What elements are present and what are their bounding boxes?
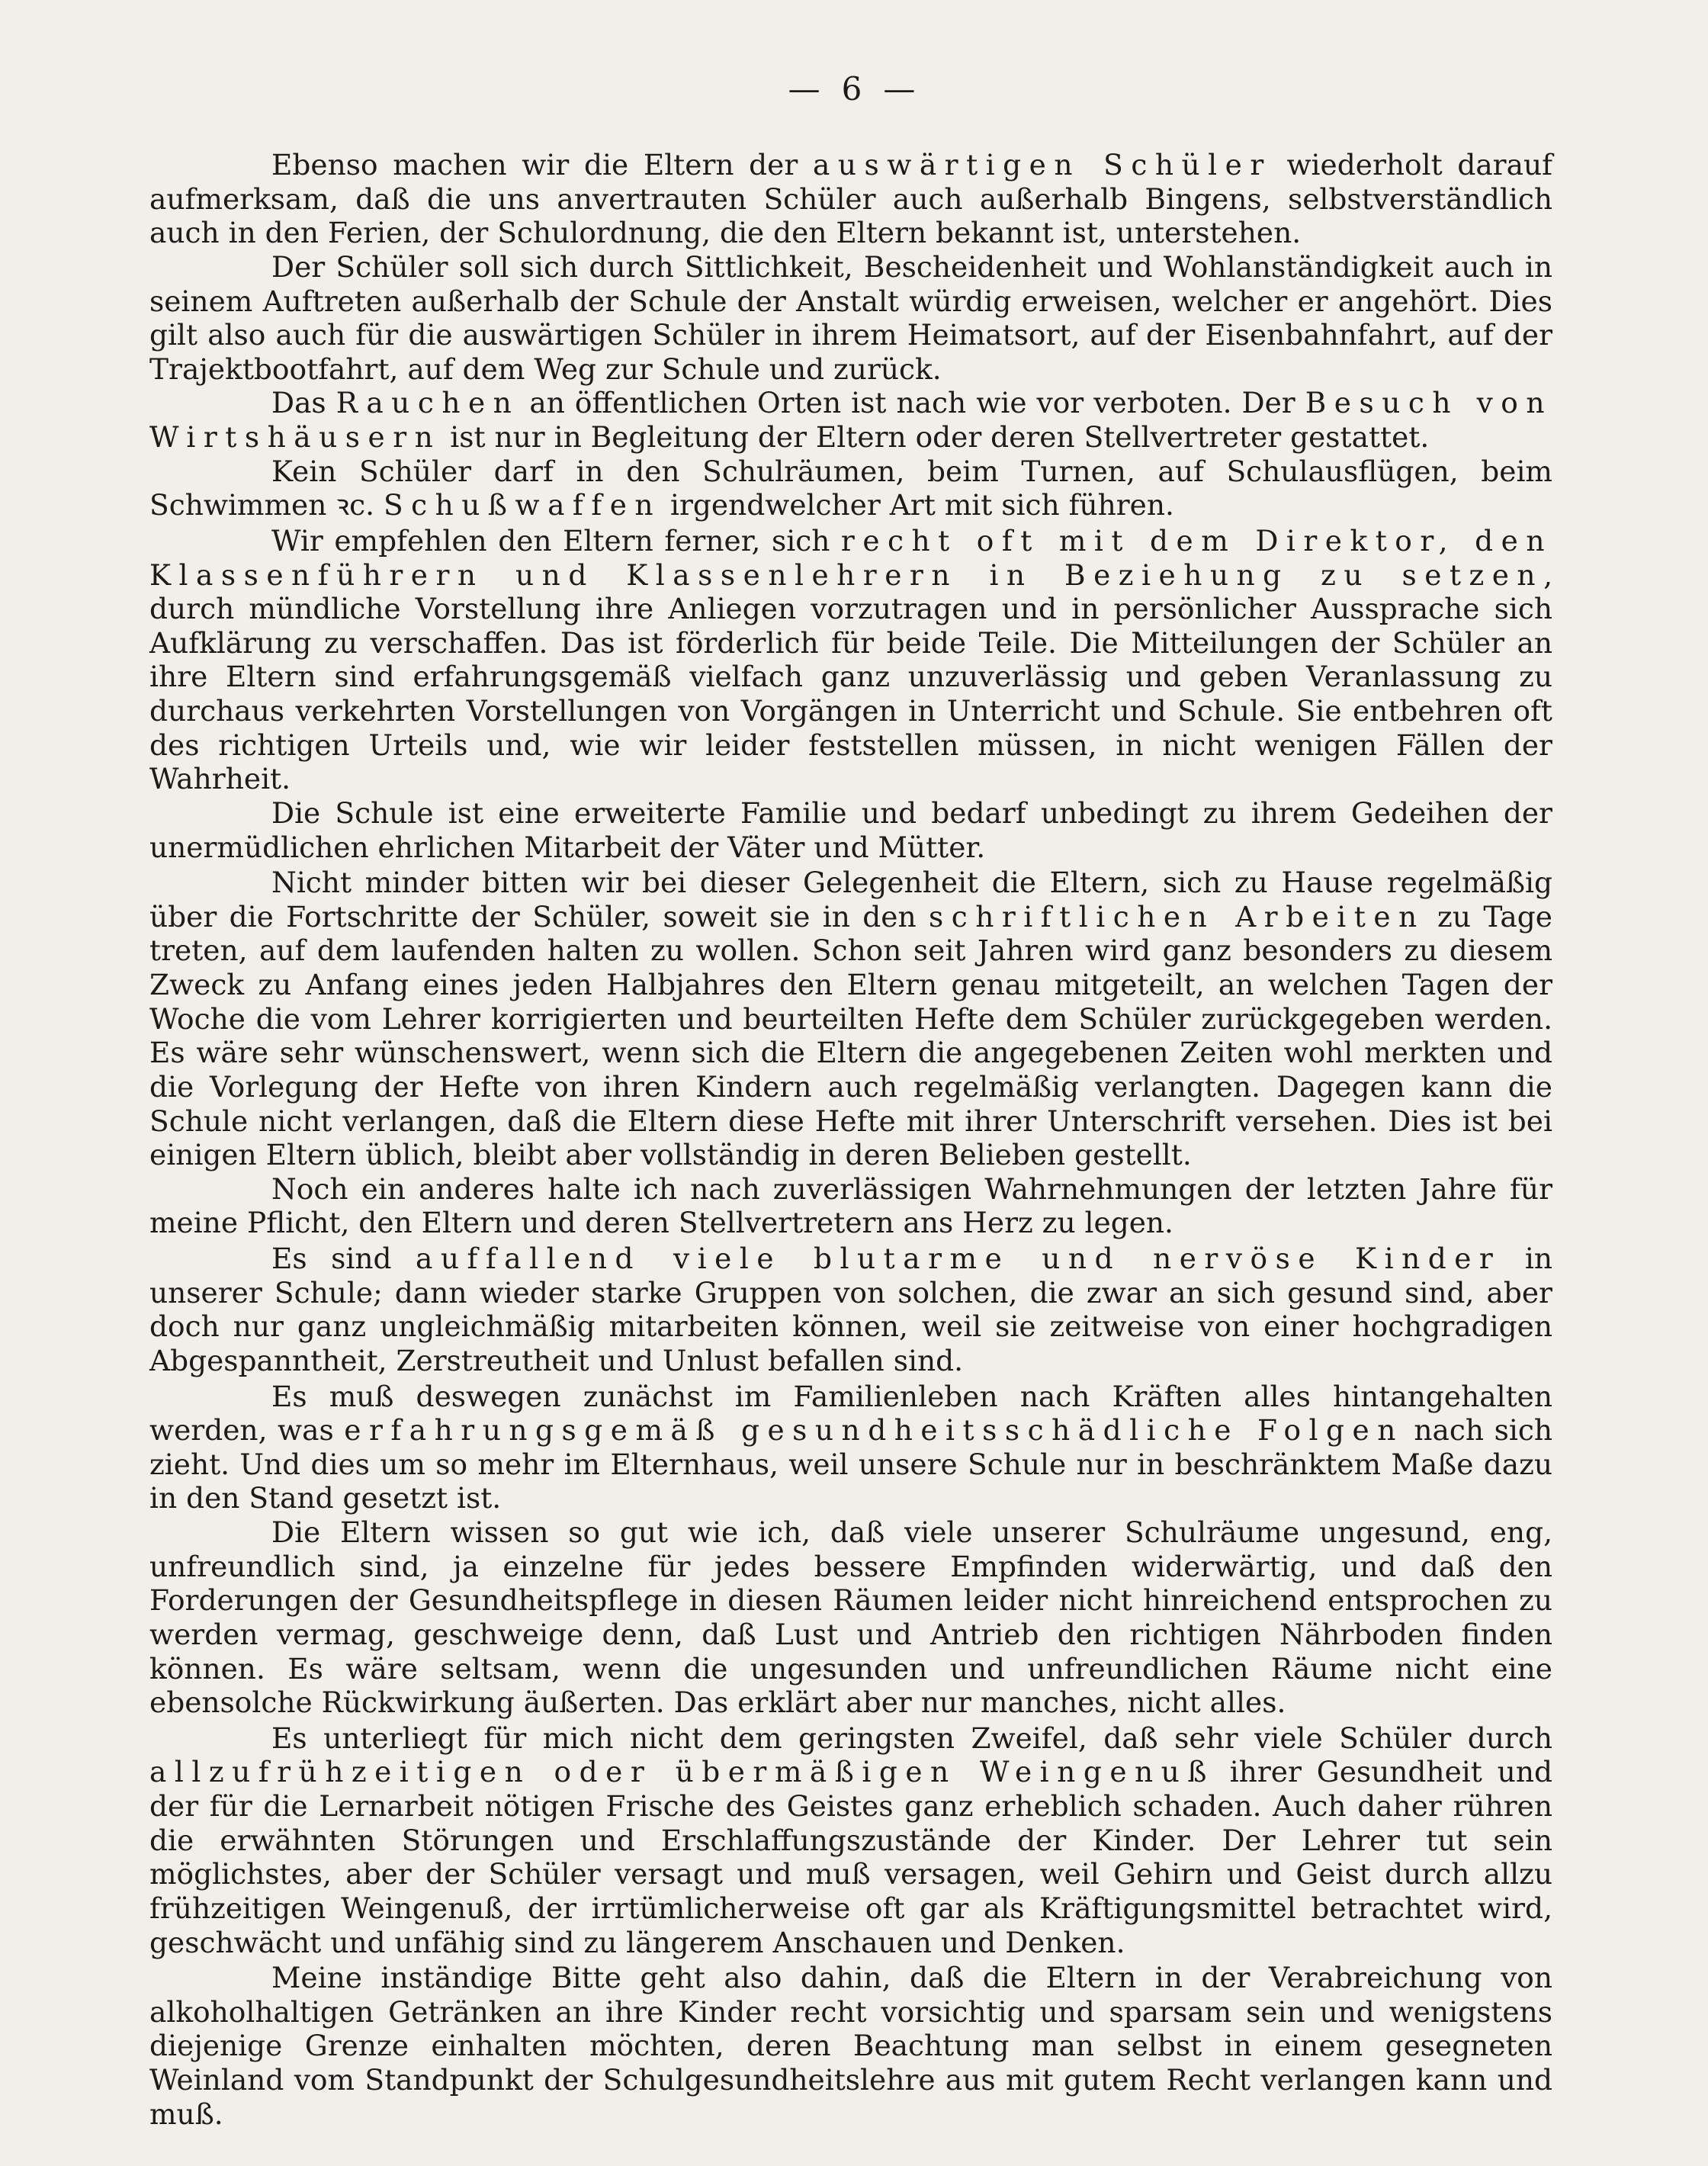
text-run: , durch mündliche Vorstellung ihre Anliegen vorzutragen und in persönlicher Aussprache sich Aufklärung zu verschaffen. Das ist förderlich für beide Teile. Die Mitteilungen der Schüler an ihre Eltern sind erfahrungsgemäß vielfach ganz unzuverlässig und geben Veranlassung zu durchaus verkehrten Vorstellungen von Vorgängen in Unterricht und Schule. Sie entbehren oft des richtigen Urteils und, wie wir leider feststellen müssen, in nicht wenigen Fällen der Wahrheit. — [149, 558, 1552, 796]
emphasized-text: schriftlichen Arbeiten — [928, 899, 1425, 934]
text-run: Es unterliegt für mich nicht dem geringsten Zweifel, daß sehr viele Schüler durch — [271, 1721, 1552, 1755]
text-run: Nicht minder bitten wir bei dieser Gelegenheit die Eltern, sich zu Hause regelmäßig über die Fortschritte der Schüler, soweit sie in den — [149, 866, 1552, 934]
text-run: Es sind — [271, 1242, 416, 1275]
paragraph — [149, 1242, 1552, 1378]
paragraph — [149, 455, 1552, 522]
emphasized-text: allzufrühzeitigen oder übermäßigen Weingenuß — [149, 1755, 1215, 1789]
text-run: an öffentlichen Orten ist nach wie vor verboten. Der — [519, 386, 1305, 420]
body-text — [149, 148, 1552, 2131]
emphasized-text: auffallend viele blutarme und nervöse Kinder — [416, 1242, 1501, 1275]
dash-right: — — [883, 70, 920, 108]
emphasized-text: auswärtigen Schüler — [812, 148, 1272, 182]
text-run: Der Schüler soll sich durch Sittlichkeit, Bescheidenheit und Wohlanständigkeit auch in seinem Auftreten außerhalb der Schule der Anstalt würdig erweisen, welcher er angehört. Dies gilt also auch für die auswärtigen Schüler in ihrem Heimatsort, auf der Eisenbahnfahrt, auf der Trajektbootfahrt, auf dem Weg zur Schule und zurück. — [149, 249, 1552, 386]
paragraph — [149, 796, 1552, 864]
paragraph — [149, 1721, 1552, 1959]
text-run: Es muß deswegen zunächst im Familienleben nach Kräften alles hintangehalten werden, was — [149, 1379, 1552, 1448]
text-run: ihrer Gesundheit und der für die Lernarbeit nötigen Frische des Geistes ganz erheblich schaden. Auch daher rühren die erwähnten Störungen und Erschlaffungszustände der Kinder. Der Lehrer tut sein möglichstes, aber der Schüler versagt und muß versagen, weil Gehirn und Geist durch allzu frühzeitigen Weingenuß, der irrtümlicherweise oft gar als Kräftigungsmittel betrachtet wird, geschwächt und unfähig sind zu längerem Anschauen und Denken. — [149, 1755, 1552, 1959]
text-run: Kein Schüler darf in den Schulräumen, beim Turnen, auf Schulausflügen, beim Schwimmen ꝛc. — [149, 454, 1552, 522]
text-run: Die Eltern wissen so gut wie ich, daß viele unserer Schulräume ungesund, eng, unfreundlich sind, ja einzelne für jedes bessere Empfinden widerwärtig, und daß den Forderungen der Gesundheitspflege in diesen Räumen leider nicht hinreichend entsprochen zu werden vermag, geschweige denn, daß Lust und Antrieb den richtigen Nährboden finden können. Es wäre seltsam, wenn die ungesunden und unfreundlichen Räume nicht eine ebensolche Rückwirkung äußerten. Das erklärt aber nur manches, nicht alles. — [149, 1515, 1552, 1720]
emphasized-text: Rauchen — [336, 386, 520, 420]
paragraph — [149, 1172, 1552, 1240]
paragraph — [149, 148, 1552, 250]
paragraph — [149, 866, 1552, 1172]
text-run: zu Tage treten, auf dem laufenden halten zu wollen. Schon seit Jahren wird ganz besonders zu diesem Zweck zu Anfang eines jeden Halbjahres den Eltern genau mitgeteilt, an welchen Tagen der Woche die vom Lehrer korrigierten und beurteilten Hefte dem Schüler zurückgegeben werden. Es wäre sehr wünschenswert, wenn sich die Eltern die angegebenen Zeiten wohl merkten und die Vorlegung der Hefte von ihren Kindern auch regelmäßig verlangten. Dagegen kann die Schule nicht verlangen, daß die Eltern diese Hefte mit ihrer Unterschrift versehen. Dies ist bei einigen Eltern üblich, bleibt aber vollständig in deren Belieben gestellt. — [149, 899, 1552, 1172]
text-run: nach sich zieht. Und dies um so mehr im Elternhaus, weil unsere Schule nur in beschränktem Maße dazu in den Stand gesetzt ist. — [149, 1413, 1552, 1515]
paragraph — [149, 1515, 1552, 1720]
paragraph — [149, 1380, 1552, 1516]
text-run: Die Schule ist eine erweiterte Familie und bedarf unbedingt zu ihrem Gedeihen der unermüdlichen ehrlichen Mitarbeit der Väter und Mütter. — [149, 795, 1552, 864]
text-run: Ebenso machen wir die Eltern der — [271, 148, 813, 182]
dash-left: — — [788, 70, 825, 108]
emphasized-text: recht oft mit dem Direktor, den Klassenführern und Klassenlehrern in Beziehung zu setzen — [149, 523, 1552, 592]
emphasized-text: erfahrungsgemäß gesundheitsschädliche Folgen — [344, 1413, 1404, 1448]
text-run: Das — [271, 386, 336, 420]
text-run: Wir empfehlen den Eltern ferner, sich — [271, 523, 841, 558]
text-run: wiederholt darauf aufmerksam, daß die uns anvertrauten Schüler auch außerhalb Bingens, selbstverständlich auch in den Ferien, der Schulordnung, die den Eltern bekannt ist, unterstehen. — [149, 148, 1552, 250]
paragraph — [149, 250, 1552, 387]
text-run: Noch ein anderes halte ich nach zuverlässigen Wahrnehmungen der letzten Jahre für meine Pflicht, den Eltern und deren Stellvertretern ans Herz zu legen. — [149, 1171, 1552, 1240]
text-run: irgendwelcher Art mit sich führen. — [661, 488, 1174, 522]
emphasized-text: Besuch von Wirtshäusern — [149, 386, 1552, 454]
paragraph — [149, 1961, 1552, 2131]
page-number — [0, 70, 1708, 108]
paragraph — [149, 386, 1552, 454]
paragraph — [149, 524, 1552, 796]
text-run: in unserer Schule; dann wieder starke Gruppen von solchen, die zwar an sich gesund sind, aber doch nur ganz ungleichmäßig mitarbeiten können, weil sie zeitweise von einer hochgradigen Abgespanntheit, Zerstreutheit und Unlust befallen sind. — [149, 1242, 1552, 1377]
text-run: ist nur in Begleitung der Eltern oder deren Stellvertreter gestattet. — [441, 420, 1430, 454]
emphasized-text: Schußwaffen — [383, 488, 662, 522]
text-run: Meine inständige Bitte geht also dahin, daß die Eltern in der Verabreichung von alkoholhaltigen Getränken an ihre Kinder recht vorsichtig und sparsam sein und wenigstens diejenige Grenze einhalten möchten, deren Beachtung man selbst in einem gesegneten Weinland vom Standpunkt der Schulgesundheitslehre aus mit gutem Recht verlangen kann und muß. — [149, 1961, 1552, 2131]
page-number-value: 6 — [841, 70, 867, 108]
